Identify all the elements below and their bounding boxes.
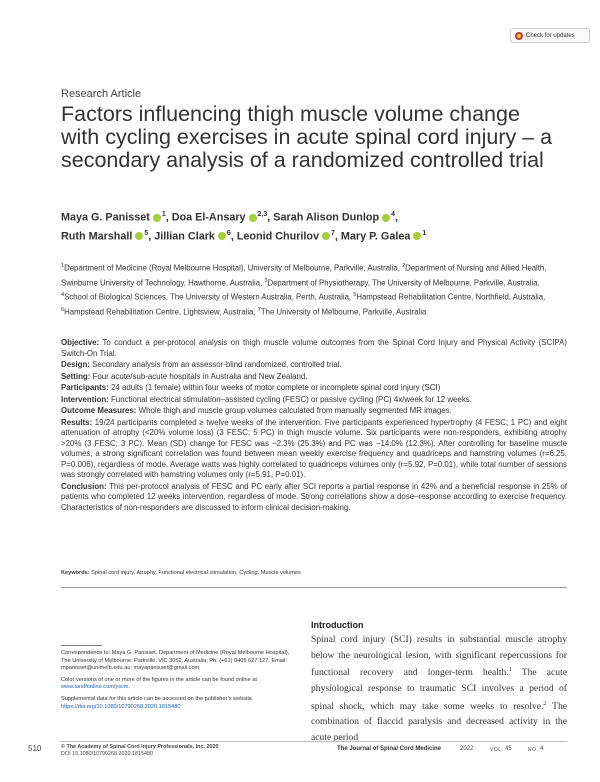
abstract	[61, 338, 567, 514]
author-name: Leonid Churilov	[236, 230, 320, 243]
abstract-design	[61, 360, 567, 371]
author-name: Jillian Clark	[154, 230, 215, 243]
author-name: Mary P. Galea	[340, 230, 411, 243]
author-affil-sup: 7	[331, 229, 335, 237]
keywords-text: Spinal cord injury, Atrophy, Functional electrical stimulation, Cycling, Muscle volumes	[89, 570, 301, 576]
supplemental-link[interactable]: https://doi.org/10.1080/10790268.2020.1815480	[61, 703, 181, 710]
volume-number: 45	[505, 746, 512, 752]
abstract-label: Conclusion:	[61, 481, 107, 491]
correspondence-note: Correspondence to: Maya G. Panisset, Department of Medicine (Royal Melbourne Hospital), The University of Melbourne, Parkville, VIC 3052, Australia; Ph: (+61) 0405 027 127. Email: mpanisset@unimelb.edu.au; mayapanisset@gmail.com	[61, 650, 290, 672]
author-affil-sup: 5	[144, 229, 149, 237]
abstract-intervention	[61, 395, 567, 406]
abstract-text: Functional electrical stimulation–assisted cycling (FESC) or passive cycling (PC) 4x/week for 12 weeks.	[108, 394, 472, 404]
abstract-participants	[61, 383, 567, 394]
journal-year: 2022	[460, 746, 474, 752]
introduction-heading: Introduction	[311, 620, 364, 630]
abstract-text: Four acute/sub-acute hospitals in Australia and New Zealand.	[90, 371, 308, 381]
author-affil-sup: 1	[422, 229, 427, 237]
abstract-text: 24 adults (1 female) within four weeks of motor complete or incomplete spinal cord injury (SCI)	[108, 383, 441, 392]
color-note-suffix: .	[128, 684, 131, 691]
author-name: Doa El-Ansary	[171, 211, 246, 224]
affil-sup: 5	[353, 292, 357, 299]
orcid-icon[interactable]	[218, 232, 226, 240]
abstract-label: Setting:	[61, 371, 91, 381]
affil-text: Hampstead Rehabilitation Centre, Northfield, Australia,	[356, 292, 546, 302]
abstract-objective	[61, 338, 567, 359]
author-list: Maya G. Panisset $^1$, Doa El-Ansary $^{2,3}$, Sarah Alison Dunlop $^4$, Ruth Marshall $^5$, Jillian Clark $^6$, Leonid Churilov $^7$, Mary P. Galea $^1$	[61, 211, 427, 243]
abstract-label: Participants:	[61, 383, 109, 392]
affil-sup: 4	[61, 292, 65, 299]
author-name: Sarah Alison Dunlop	[273, 211, 380, 224]
crossmark-icon	[515, 32, 523, 40]
footnotes	[61, 650, 291, 715]
author-name: Maya G. Panisset	[61, 211, 150, 224]
check-for-updates-button[interactable]	[510, 28, 590, 43]
intro-text: The combination of flaccid paralysis and decreased activity in the acute period	[311, 700, 568, 743]
abstract-results	[61, 418, 567, 481]
article-title: Factors influencing thigh muscle volume change with cycling exercises in acute spinal cord injury – a secondary analysis of a randomized controlled trial	[61, 102, 553, 172]
author-name: Ruth Marshall	[61, 230, 133, 243]
issue-label: NO.	[528, 747, 539, 753]
footer-divider	[61, 741, 567, 742]
affil-text: The University of Melbourne, Parkville, Australia	[260, 307, 427, 317]
color-note-link[interactable]: www.tandfonline.com/yscm	[61, 684, 129, 691]
affil-sup: 3	[264, 277, 268, 284]
affil-sup: 6	[61, 306, 65, 313]
affil-sup: 1	[61, 263, 65, 269]
journal-name: The Journal of Spinal Cord Medicine	[337, 746, 442, 752]
abstract-label: Results:	[61, 417, 93, 427]
copyright	[61, 744, 218, 759]
orcid-icon[interactable]	[249, 214, 257, 222]
author-affil-sup: 6	[226, 229, 231, 237]
affil-sup: 2	[402, 263, 406, 269]
issue-number: 4	[540, 746, 544, 752]
author-affil-sup: 2,3	[257, 211, 268, 218]
abstract-text: 19/24 participants completed ≥ twelve weeks of the intervention. Five participants experienced hypertrophy (4 FESC; 1 PC) and eight attenuation of atrophy (<20% volume loss) (3 FESC; 5 PC) in thigh muscle volume. Six participants were non-responders, exhibiting atrophy >20% (3 FESC; 3 PC). Mean (SD) change for FESC was −2.3% (25.3%) and PC was −14.0% (12.3%). After controlling for baseline muscle volumes, a strong significant correlation was found between mean weekly exercise frequency and quadriceps and hamstring volumes (r=6.25, P=0.006), regardless of mode. Average watts was highly correlated to quadriceps volumes only (r=5.92, P=0.01), while total number of sessions was strongly correlated with hamstring volumes only (r=5.91, P=0.01).	[61, 417, 567, 479]
check-for-updates-label: Check for updates	[526, 32, 575, 39]
affil-text: Hampstead Rehabilitation Centre, Lightsview, Australia,	[64, 307, 258, 317]
abstract-text: To conduct a per-protocol analysis on thigh muscle volume outcomes from the Spinal Cord Injury and Physical Activity (SCIPA) Switch-On Trial.	[61, 338, 567, 358]
abstract-label: Design:	[61, 360, 90, 369]
orcid-icon[interactable]	[135, 232, 143, 240]
keywords	[61, 570, 301, 576]
affil-sup: 7	[257, 306, 261, 313]
orcid-icon[interactable]	[153, 214, 161, 222]
abstract-text: Secondary analysis from an assessor-blind randomized, controlled trial.	[89, 360, 342, 369]
abstract-label: Intervention:	[61, 394, 109, 404]
section-divider	[61, 587, 567, 588]
abstract-text: Whole thigh and muscle group volumes calculated from manually segmented MR images.	[136, 406, 452, 415]
color-note	[61, 677, 291, 692]
volume-label: VOL.	[490, 747, 504, 753]
intro-text: The acute physiological response to traumatic SCI involves a period of spinal shock, which may take some weeks to resolve.	[311, 667, 568, 712]
intro-text: Spinal cord injury (SCI) results in substantial muscle atrophy below the neurological lesion, with significant repercussions for functional recovery and longer-term health.	[311, 634, 567, 679]
abstract-text: This per-protocol analysis of FESC and PC early after SCI reports a partial response in 42% and a beneficial response in 25% of patients who completed 12 weeks intervention, regardless of mode. Strong correlations show a dose–response according to exercise frequency. Characteristics of non-responders are discussed to inform clinical decision-making.	[61, 481, 567, 512]
orcid-icon[interactable]	[382, 214, 390, 222]
color-note-text: Color versions of one or more of the figures in the article can be found online at	[61, 676, 257, 683]
author-affil-sup: 1	[161, 211, 166, 218]
affil-text: Department of Medicine (Royal Melbourne Hospital), University of Melbourne, Parkville, Australia,	[64, 263, 403, 273]
article-category: Research Article	[61, 88, 142, 100]
abstract-label: Outcome Measures:	[61, 406, 137, 415]
abstract-setting	[61, 372, 567, 383]
citation-link[interactable]: 2	[543, 700, 547, 707]
citation-link[interactable]: 1	[508, 667, 512, 674]
supplemental-text: Supplemental data for this article can be accessed on the publisher’s website.	[61, 695, 254, 702]
orcid-icon[interactable]	[322, 232, 330, 240]
affil-text: Department of Physiotherapy, The University of Melbourne, Parkville, Australia,	[267, 278, 540, 288]
author-affil-sup: 4	[391, 211, 395, 218]
keywords-label: Keywords:	[61, 570, 90, 576]
page-number: 510	[28, 744, 42, 753]
orcid-icon[interactable]	[413, 232, 421, 240]
doi-text: DOI 10.1080/10790268.2020.1815480	[61, 751, 154, 758]
affil-text: Department of Nursing and Allied Health, Swinburne University of Technology, Hawthorne, Australia,	[61, 263, 547, 288]
affil-text: School of Biological Sciences, The University of Western Australia, Perth, Australia,	[64, 292, 354, 302]
footnote-divider	[61, 645, 102, 646]
introduction-text	[311, 632, 567, 746]
abstract-conclusion	[61, 482, 567, 514]
supplemental-note	[61, 696, 291, 711]
abstract-label: Objective:	[61, 338, 100, 347]
affiliations	[61, 260, 561, 318]
copyright-text: © The Academy of Spinal Cord Injury Professionals, Inc. 2020	[61, 744, 219, 750]
abstract-outcome-measures	[61, 406, 567, 417]
